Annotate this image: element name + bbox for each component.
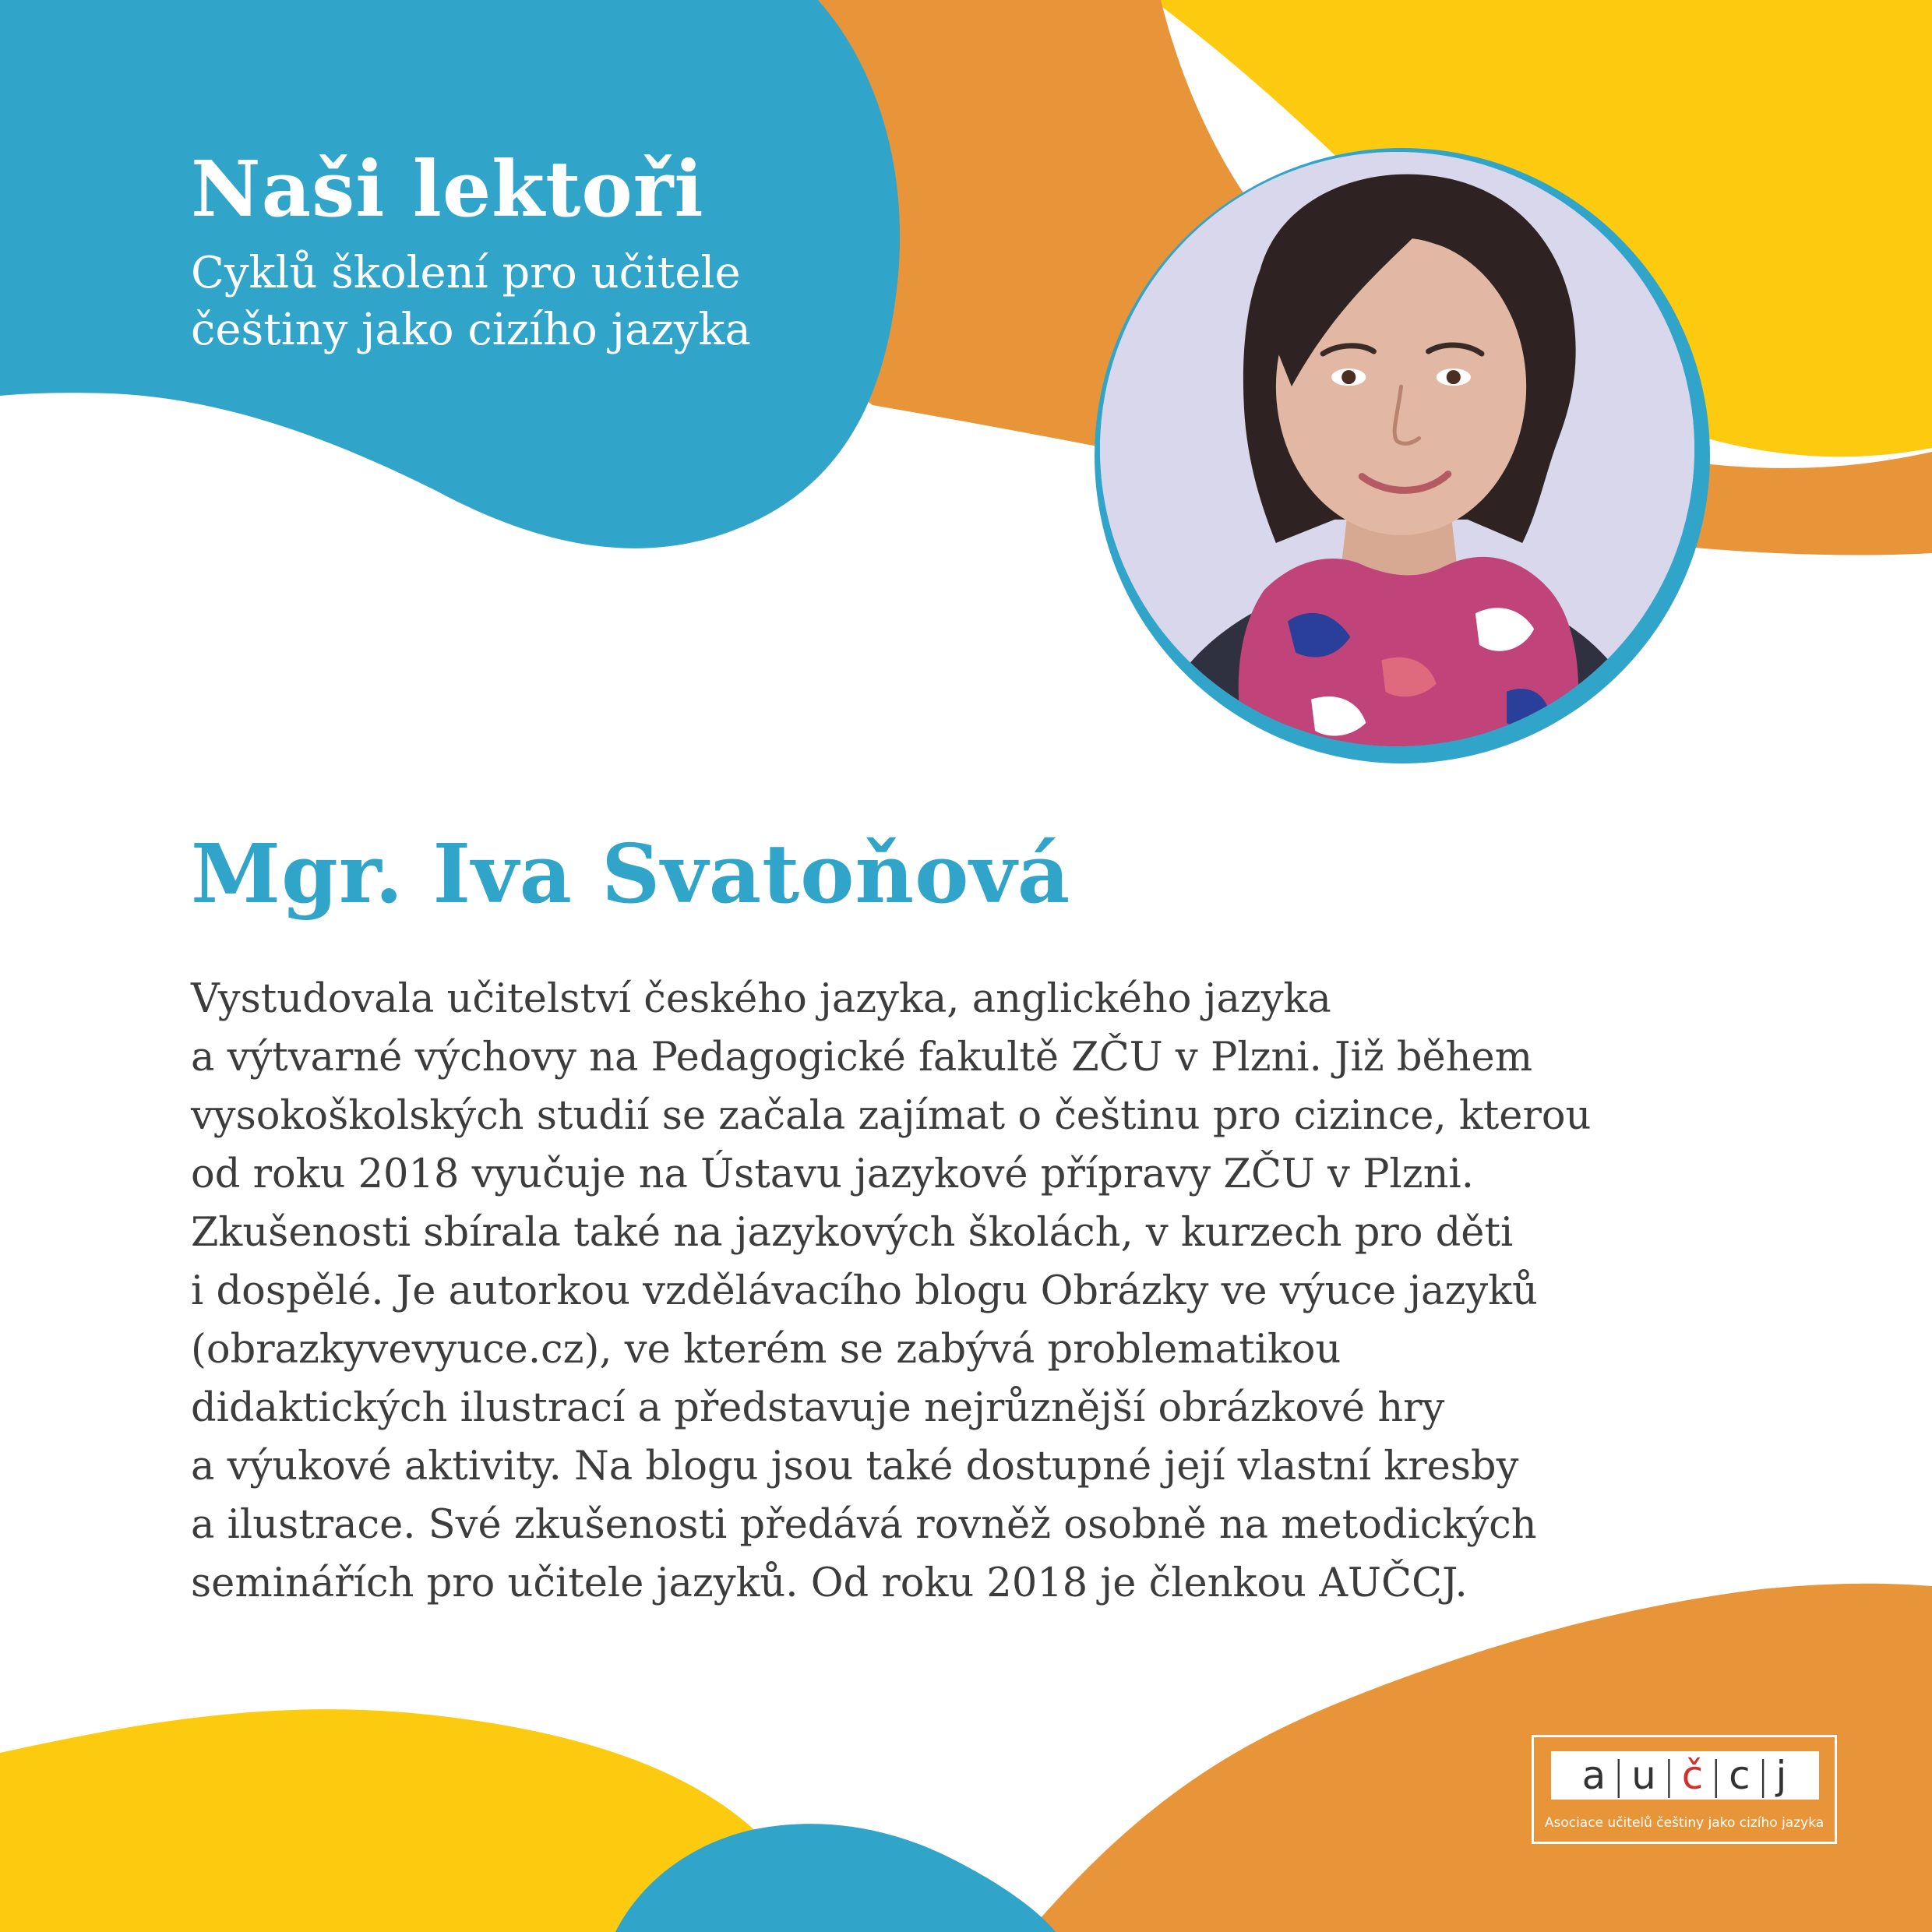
lecturer-name: Mgr. Iva Svatoňová	[191, 826, 1071, 922]
lecturer-bio	[191, 970, 1796, 1613]
aucj-logo	[1532, 1735, 1837, 1844]
bio-line: seminářích pro učitele jazyků. Od roku 2018 je členkou AUČCJ.	[191, 1560, 1468, 1606]
bio-line: (obrazkyvevyuce.cz), ve kterém se zabývá problematikou	[191, 1327, 1341, 1373]
bio-line: Vystudovala učitelství českého jazyka, anglického jazyka	[191, 976, 1331, 1022]
logo-letter: c	[1729, 1753, 1752, 1798]
bio-line: Zkušenosti sbírala také na jazykových školách, v kurzech pro děti	[191, 1210, 1514, 1256]
logo-letter: j	[1775, 1753, 1789, 1798]
bio-line: vysokoškolských studií se začala zajímat o češtinu pro cizince, kterou	[191, 1093, 1592, 1139]
portrait-image	[1100, 152, 1694, 746]
bio-line: od roku 2018 vyučuje na Ústavu jazykové přípravy ZČU v Plzni.	[191, 1151, 1474, 1197]
logo-letters: a | u | č | c | j	[1551, 1751, 1819, 1800]
logo-letter: a	[1581, 1753, 1608, 1798]
logo-letter: č	[1681, 1753, 1705, 1798]
logo-caption: Asociace učitelů češtiny jako cizího jazyka	[1544, 1815, 1824, 1831]
lecturer-portrait	[1100, 152, 1694, 746]
page-title: Naši lektoři	[191, 145, 704, 234]
bio-line: a výtvarné výchovy na Pedagogické fakultě ZČU v Plzni. Již během	[191, 1035, 1533, 1081]
bio-line: i dospělé. Je autorkou vzdělávacího blogu Obrázky ve výuce jazyků	[191, 1268, 1538, 1314]
logo-letter: u	[1631, 1753, 1658, 1798]
bio-line: a ilustrace. Své zkušenosti předává rovněž osobně na metodických	[191, 1502, 1537, 1548]
page-subtitle: Cyklů školení pro učitele češtiny jako cizího jazyka	[191, 248, 751, 355]
bio-line: didaktických ilustrací a představuje nejrůznější obrázkové hry	[191, 1385, 1445, 1431]
bio-line: a výukové aktivity. Na blogu jsou také dostupné její vlastní kresby	[191, 1444, 1519, 1490]
